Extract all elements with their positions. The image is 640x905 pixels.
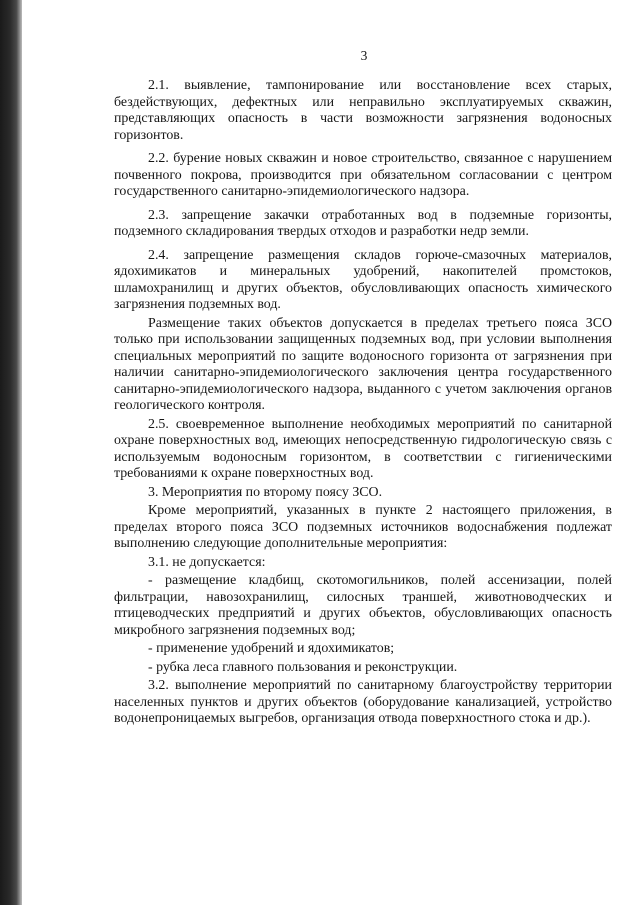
paragraph-2-1: 2.1. выявление, тампонирование или восстановление всех старых, бездействующих, дефектных или неправильно эксплуатируемых скважин, представляющих опасность в части возможности загрязнения водоносных горизонтов. bbox=[114, 78, 612, 143]
document-body bbox=[114, 78, 612, 735]
list-item-fertilizers: - применение удобрений и ядохимикатов; bbox=[148, 641, 395, 656]
paragraph-3-2: 3.2. выполнение мероприятий по санитарному благоустройству территории населенных пунктов и других объектов (оборудование канализацией, устройство водонепроницаемых выгребов, организация отвода поверхностного стока и др.). bbox=[114, 678, 612, 726]
paragraph-2-4: 2.4. запрещение размещения складов горюче-смазочных материалов, ядохимикатов и минеральных удобрений, накопителей промстоков, шламохранилищ и других объектов, обусловливающих опасность химического загрязнения подземных вод. bbox=[114, 247, 612, 312]
section-3-heading: 3. Мероприятия по второму поясу ЗСО. bbox=[148, 484, 383, 500]
paragraph-2-3: 2.3. запрещение закачки отработанных вод в подземные горизонты, подземного складирования твердых отходов и разработки недр земли. bbox=[114, 207, 612, 239]
list-item-cemeteries: - размещение кладбищ, скотомогильников, полей ассенизации, полей фильтрации, навозохранилищ, силосных траншей, животноводческих и птицеводческих предприятий и других объектов, обусловливающих опасность микробного загрязнения подземных вод; bbox=[114, 573, 612, 638]
paragraph-2-2: 2.2. бурение новых скважин и новое строительство, связанное с нарушением почвенного покрова, производится при обязательном согласовании с центром государственного санитарно-эпидемиологического надзора. bbox=[114, 151, 612, 199]
list-item-logging: - рубка леса главного пользования и реконструкции. bbox=[148, 659, 458, 675]
paragraph-3-1: 3.1. не допускается: bbox=[148, 554, 266, 570]
page-number: 3 bbox=[360, 48, 368, 63]
paragraph-2-5: 2.5. своевременное выполнение необходимых мероприятий по санитарной охране поверхностных вод, имеющих непосредственную гидрологическую связь с используемым водоносным горизонтом, в соответствии с гигиеническими требованиями к охране поверхностных вод. bbox=[114, 416, 612, 481]
paragraph-placement: Размещение таких объектов допускается в пределах третьего пояса ЗСО только при использовании защищенных подземных вод, при условии выполнения специальных мероприятий по защите водоносного горизонта от загрязнения при наличии санитарно-эпидемиологического заключения центра государственного санитарно-эпидемиологического надзора, выданного с учетом заключения органов геологического контроля. bbox=[114, 315, 612, 413]
paragraph-section-3-intro: Кроме мероприятий, указанных в пункте 2 настоящего приложения, в пределах второго пояса ЗСО подземных источников водоснабжения подлежат выполнению следующие дополнительные мероприятия: bbox=[114, 503, 612, 551]
